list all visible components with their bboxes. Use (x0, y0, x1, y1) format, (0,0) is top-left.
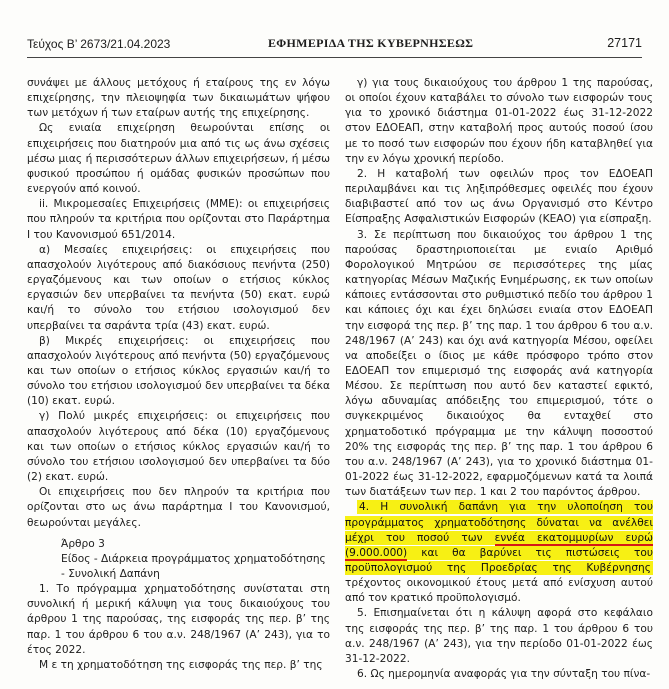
left-column (27, 76, 330, 673)
paragraph: Μ ε τη χρηματοδότηση της εισφοράς της περ. β’ της (39, 658, 323, 671)
issue-label: Τεύχος Β’ 2673/21.04.2023 (27, 37, 171, 51)
paragraph: γ) για τους δικαιούχους του άρθρου 1 της παρούσας, οι οποίοι έχουν καταβάλει το σύνολο των εισφορών τους για το χρονικό διάστημα 01-01-2022 έως 31-12-2022 στον ΕΔΟΕΑΠ, στην καταβολή προς αυτούς ποσού ίσου με το ποσό των εισφορών που έχουν ήδη καταβληθεί για την εν λόγω χρονική περίοδο. (345, 77, 653, 165)
paragraph: γ) Πολύ μικρές επιχειρήσεις: οι επιχειρήσεις που απασχολούν λιγότερους από δέκα (10) εργαζόμενους και των οποίων ο ετήσιος κύκλος εργασιών και/ή το σύνολο του ετήσιου ισολογισμού δεν υπερβαίνει τα δύο (2) εκατ. ευρώ. (27, 410, 330, 484)
header-divider (27, 57, 642, 58)
paragraph: συνάψει με άλλους μετόχους ή εταίρους της εν λόγω επιχείρησης, την πλειοψηφία των δικαιωμάτων ψήφου των μετόχων ή των εταίρων αυτής της επιχείρησης. (27, 77, 330, 120)
paragraph: ii. Μικρομεσαίες Επιχειρήσεις (ΜΜΕ): οι επιχειρήσεις που πληρούν τα κριτήρια που ορίζονται στο Παράρτημα Ι του Κανονισμού 651/2014. (27, 198, 330, 241)
right-column (345, 76, 653, 682)
paragraph: β) Μικρές επιχειρήσεις: οι επιχειρήσεις που απασχολούν λιγότερους από πενήντα (50) εργαζόμενους και των οποίων ο ετήσιος κύκλος εργασιών και/ή το σύνολο του ετήσιου ισολογισμού δεν υπερβαίνει τα δέκα (10) εκατ. ευρώ. (27, 334, 330, 408)
paragraph: 5. Επισημαίνεται ότι η κάλυψη αφορά στο κεφάλαιο της εισφοράς της περ. β’ της παρ. 1 του άρθρου 6 του α.ν. 248/1967 (Α’ 243), για την περίοδο 01-01-2022 έως 31-12-2022. (345, 607, 653, 665)
highlighted-text: 4. Η συνολική δαπάνη για την υλοποίηση του προγράμματος χρηματοδότησης δύναται να ανέλθει μέχρι του ποσού των (345, 501, 653, 544)
page-number: 27171 (607, 36, 642, 50)
paragraph: 3. Σε περίπτωση που δικαιούχος του άρθρου 1 της παρούσας δραστηριοποιείται με ενιαίο Αριθμό Φορολογικού Μητρώου σε περισσότερες της μίας κατηγορίας Μέσων Μαζικής Ενημέρωσης, εκ των οποίων κάποιες εντάσσονται στο ρυθμιστικό πεδίο του άρθρου 1 και κάποιες όχι και έχει δηλώσει ενιαία στον ΕΔΟΕΑΠ την εισφορά της περ. β’ της παρ. 1 του άρθρου 6 του α.ν. 248/1967 (Α’ 243) και όχι ανά κατηγορία Μέσου, οφείλει να αποδείξει ο ίδιος με κάθε πρόσφορο τρόπο στον ΕΔΟΕΑΠ τον επιμερισμό της εισφοράς ανά κατηγορία Μέσου. Σε περίπτωση που αυτό δεν καταστεί εφικτό, λόγω αδυναμίας απόδειξης του επιμερισμού, τότε ο συγκεκριμένος δικαιούχος θα ενταχθεί στο χρηματοδοτικό πρόγραμμα με την κάλυψη ποσοστού 20% της εισφοράς της περ. β’ της παρ. 1 του άρθρου 6 του α.ν. 248/1967 (Α’ 243), για το χρονικό διάστημα 01-01-2022 έως 31-12-2022, εφαρμοζόμενων κατά τα λοιπά των διατάξεων των περ. 1 και 2 του παρόντος άρθρου. (345, 228, 653, 499)
highlighted-text: και θα βαρύνει τις πιστώσεις του προϋπολογισμού της Προεδρίας της Κυβέρνησης (345, 546, 653, 574)
paragraph: 6. Ως ημερομηνία αναφοράς για την σύνταξη του πίνα- (357, 668, 651, 681)
article-heading: Άρθρο 3 (61, 537, 105, 550)
paragraph: 2. Η καταβολή των οφειλών προς τον ΕΔΟΕΑΠ περιλαμβάνει και τις ληξιπρόθεσμες οφειλές που έχουν διαβιβαστεί από τον ως άνω Οργανισμό στο Κέντρο Είσπραξης Ασφαλιστικών Εισφορών (ΚΕΑΟ) για είσπραξη. (345, 167, 653, 226)
highlighted-paragraph (345, 500, 653, 606)
page-header (0, 0, 669, 58)
paragraph-continuation: τρέχοντος οικονομικού έτους μετά από ενίσχυση αυτού από τον κρατικό προϋπολογισμό. (345, 577, 653, 605)
article-subtitle: Είδος - Διάρκεια προγράμματος χρηματοδότησης - Συνολική Δαπάνη (61, 552, 326, 580)
paragraph: Οι επιχειρήσεις που δεν πληρούν τα κριτήρια που ορίζονται στο ως άνω παράρτημα Ι του Κανονισμού, θεωρούνται μεγάλες. (27, 486, 330, 529)
paragraph: Ως ενιαία επιχείρηση θεωρούνται επίσης οι επιχειρήσεις που διατηρούν μια από τις ως άνω σχέσεις μέσω μιας ή περισσότερων άλλων επιχειρήσεων, ή μέσω φυσικού προσώπου ή ομάδας φυσικών προσώπων που ενεργούν από κοινού. (27, 122, 330, 196)
paragraph: 1. Το πρόγραμμα χρηματοδότησης συνίσταται στη συνολική ή μερική κάλυψη για τους δικαιούχους του άρθρου 1 της παρούσας, της εισφοράς της περ. β’ της παρ. 1 του άρθρου 6 του α.ν. 248/1967 (Α’ 243), για το έτος 2022. (27, 583, 330, 656)
paragraph: α) Μεσαίες επιχειρήσεις: οι επιχειρήσεις που απασχολούν λιγότερους από διακόσιους πενήντα (250) εργαζόμενους και των οποίων ο ετήσιος κύκλος εργασιών δεν υπερβαίνει τα πενήντα (50) εκατ. ευρώ και/ή το σύνολο του ετήσιου ισολογισμού δεν υπερβαίνει τα σαράντα τρία (43) εκατ. ευρώ. (27, 243, 330, 332)
highlight-mark (345, 500, 653, 575)
underlined-amount: εννέα εκατομμυρίων ευρώ (9.000.000) (345, 531, 654, 559)
publication-title: ΕΦΗΜΕΡΙΔΑ ΤΗΣ ΚΥΒΕΡΝΗΣΕΩΣ (268, 36, 474, 50)
